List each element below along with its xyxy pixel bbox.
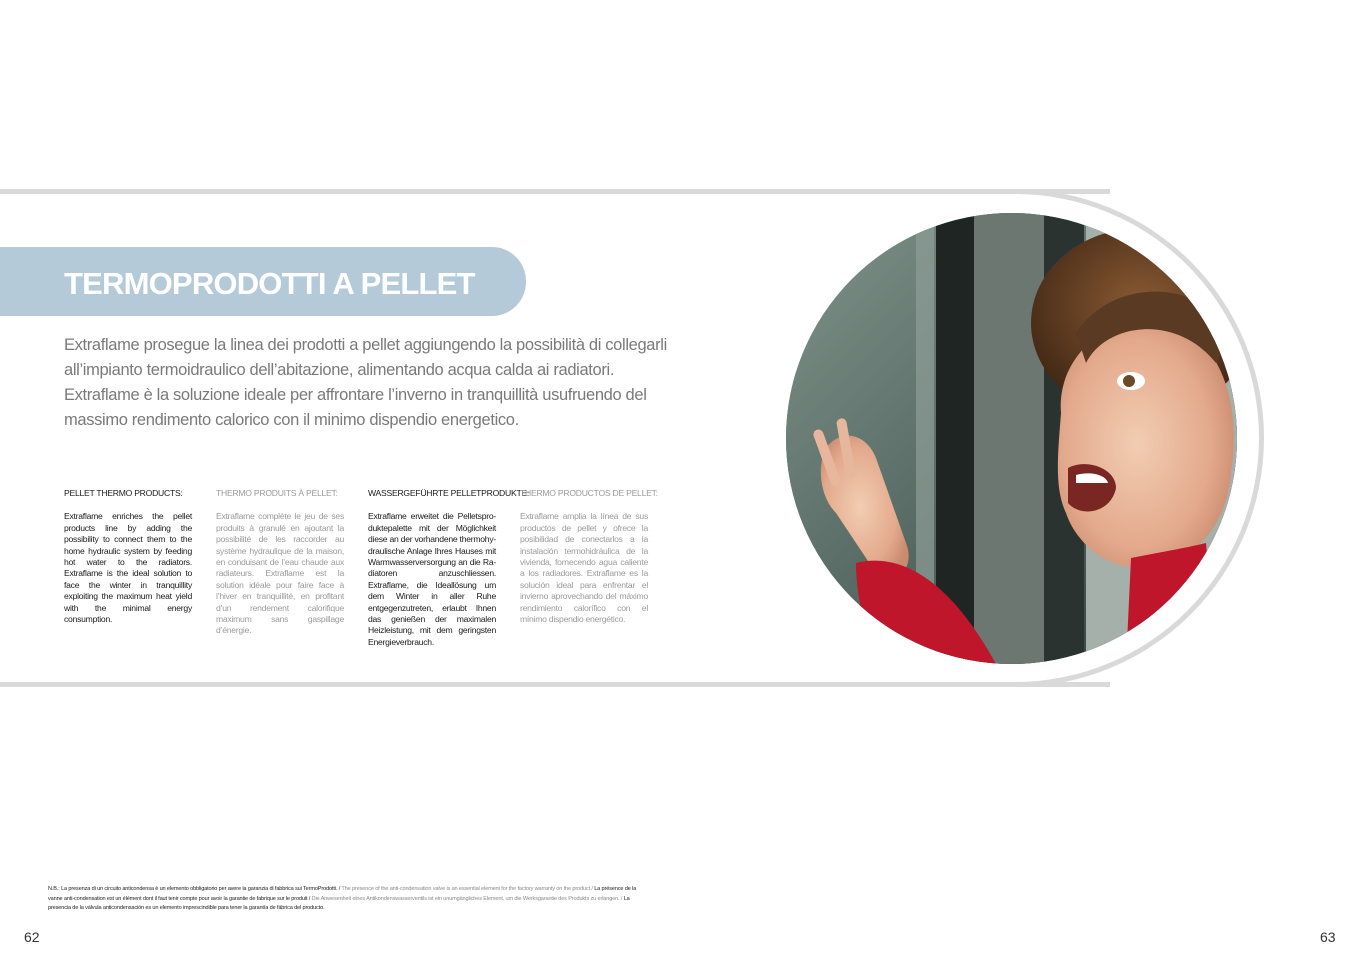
intro-line: Extraflame prosegue la linea dei prodotti a pellet aggiungendo la possibilità di collegarli xyxy=(64,336,667,354)
footnote-french: La présence de la vanne anti-condensation est un élément dont il faut tenir compte pour avoir la garantie de fabrique sur le produit / xyxy=(48,886,637,902)
column-heading: THERMO PRODUCTOS DE PELLET: xyxy=(520,488,658,498)
page-number-left: 62 xyxy=(24,929,40,945)
column-body: Extraflame complète le jeu de ses produits à granulé en ajoutant la possibilité de les raccorder au système hydraulique de la maison, en conduisant de l’eau chaude aux radiateurs. Extraflame est la solution idéale pour faire face à l’hiver en tranquillité, en profitant d’un rendement calorifique maximum sans gaspillage d’énergie. xyxy=(216,511,344,636)
footnote-german: Die Anwesenheit eines Antikondenswasserventils ist ein unumgängliches Element, um die Werksgarantie des Produkts zu erlangen. / xyxy=(310,895,623,902)
column-spanish xyxy=(520,488,658,625)
column-heading: PELLET THERMO PRODUCTS: xyxy=(64,488,183,498)
intro-line: massimo rendimento calorico con il minimo dispendio energetico. xyxy=(64,411,519,429)
footnote-english: The presence of the anti-condensation valve is an essential element for the factory warranty on the product / xyxy=(340,886,593,892)
footnote-italian: N.B.: La presenza di un circuito anticondensa è un elemento obbligatorio per avere la garanzia di fabbrica sui TermoProdotti. / xyxy=(48,886,341,892)
column-french xyxy=(216,488,344,637)
footnote-spanish: La presencia de la válvula anticondensación es un elemento imprescindible para tener la garantía de fábrica del producto. xyxy=(48,895,630,911)
column-german xyxy=(368,488,530,648)
column-body: Extraflame enriches the pellet products line by adding the possibility to connect them to the home hydraulic system by feeding hot water to the radiators. Extraflame is the ideal solution to face the winter in tranquillity exploiting the maximum heat yield with the minimal energy consumption. xyxy=(64,511,192,625)
footnote xyxy=(48,885,648,914)
intro-paragraph xyxy=(64,333,667,433)
child-at-window-photo xyxy=(786,213,1237,664)
column-heading: WASSERGEFÜHRTE PELLETPRODUKTE: xyxy=(368,488,530,498)
intro-line: all’impianto termoidraulico dell’abitazione, alimentando acqua calda ai radiatori. xyxy=(64,361,615,379)
page-title: TERMOPRODOTTI A PELLET xyxy=(64,266,475,301)
frame-bottom-line xyxy=(0,682,1110,687)
column-english xyxy=(64,488,192,625)
column-body: Extraflame amplia la línea de sus productos de pellet y ofrece la posibilidad de conectarlos a la instalación termohidráulica de la vivienda, fornecendo agua caliente a los radiadores. Extraflame es la solución ideal para enfrentar el invierno aprovechando del máximo rendimiento calorífico con el mínimo dispendio energético. xyxy=(520,511,648,625)
column-heading: THERMO PRODUITS À PELLET: xyxy=(216,488,338,498)
intro-line: Extraflame è la soluzione ideale per affrontare l’inverno in tranquillità usufruendo del xyxy=(64,386,647,404)
page-number-right: 63 xyxy=(1320,929,1336,945)
column-body: Extraflame erweitet die Pelletspro-duktepalette mit der Möglichkeit diese an der vorhandene thermohy-draulische Anlage Ihres Hauses mit Warmwasserversorgung an die Ra-diatoren anzuschliessen. Extraflame, die Ideallösung um dem Winter in aller Ruhe entgegenzutreten, erlaubt Ihnen das genießen der maximalen Heizleistung, mit dem geringsten Energieverbrauch. xyxy=(368,511,496,647)
